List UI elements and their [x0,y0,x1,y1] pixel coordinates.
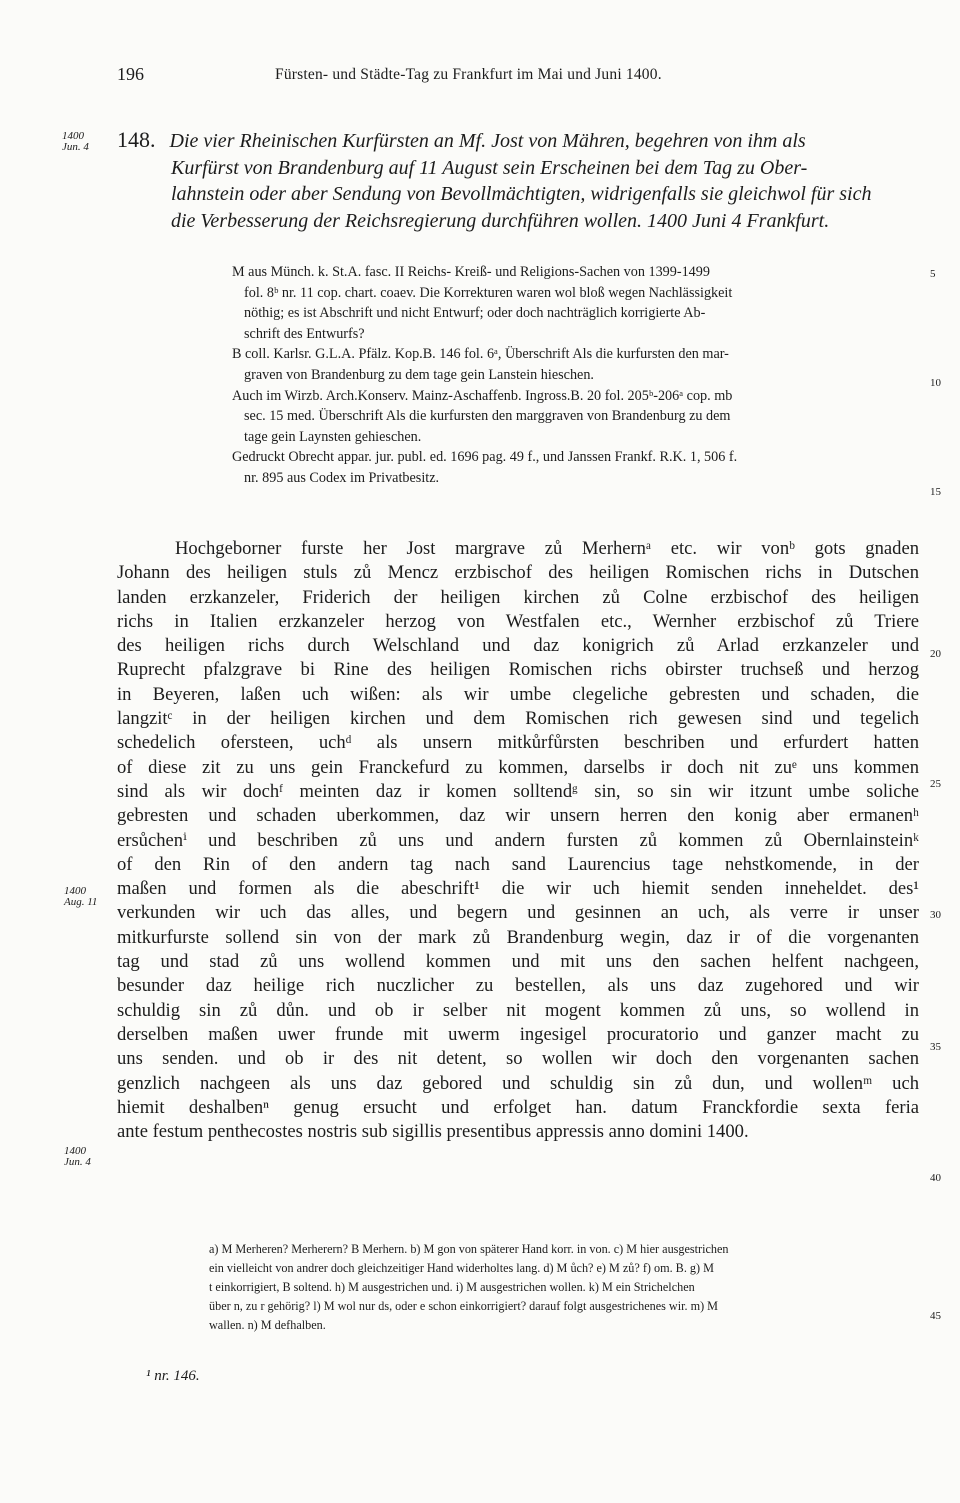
apparatus-line: graven von Brandenburg zu dem tage gein Lanstein hieschen. [244,366,594,383]
margin-date-day: Jun. 4 [64,1156,91,1168]
text-line: verkunden wir uch das alles, und begern und gesinnen an uch, als verre ir unser [117,902,919,924]
line-number: 15 [930,486,941,498]
text-line: langzitᶜ in der heiligen kirchen und dem Romischen rich gewesen sind und tegelich [117,708,919,730]
margin-date-day: Jun. 4 [62,141,89,153]
text-line: schuldig sin zů důn. und ob ir selber nit mogent kommen zů uns, so wollend in [117,999,919,1021]
apparatus-line: Auch im Wirzb. Arch.Konserv. Mainz-Aschaffenb. Ingross.B. 20 fol. 205ᵇ-206ᵃ cop. mb [232,387,733,404]
text-line: genzlich nachgeen als uns daz gebored und schuldig sin zů dun, und wollenᵐ uch [117,1072,919,1094]
line-number: 40 [930,1172,941,1184]
margin-date [64,1146,91,1168]
text-line: sind als wir dochᶠ meinten daz ir komen solltendᵍ sin, so sin wir itzunt umbe soliche [117,780,919,802]
text-line: landen erzkanzeler, Friderich der heiligen kirchen zů Colne erzbischof des heiligen [117,586,919,608]
margin-date [62,131,89,153]
text-line: in Beyeren, laßen uch wißen: als wir umbe clegeliche gebresten und schaden, die [117,683,919,705]
apparatus-line: sec. 15 med. Überschrift Als die kurfursten den marggraven von Brandenburg zu dem [244,408,731,425]
apparatus-line: nöthig; es ist Abschrift und nicht Entwurf; oder doch nachträglich korrigierte Ab- [244,305,706,322]
regest-line: Die vier Rheinischen Kurfürsten an Mf. Jost von Mähren, begehren von ihm als [169,130,806,152]
text-line: derselben maßen uwer frunde mit uwerm ingesigel procuratorio und ganzer macht zu [117,1023,919,1045]
margin-date [64,886,97,908]
line-number: 20 [930,648,941,660]
footnotes [209,1240,921,1335]
text-line: richs in Italien erzkanzeler herzog von Westfalen etc., Wernher erzbischof zů Triere [117,610,919,632]
text-line: Hochgeborner furste her Jost margrave zů Merhernᵃ etc. wir vonᵇ gots gnaden [175,538,919,559]
line-number: 5 [930,268,936,280]
regest-line: lahnstein oder aber Sendung von Bevollmächtigten, widrigenfalls sie gleichwol für sich [171,183,872,205]
line-number: 45 [930,1310,941,1322]
apparatus-line: tage gein Laynsten gehieschen. [244,428,422,445]
text-line: ersůchenⁱ und beschriben zů uns und andern fursten zů kommen zů Obernlainsteinᵏ [117,829,919,851]
text-line: Ruprecht pfalzgrave bi Rine des heiligen Romischen richs obirster truchseß und herzog [117,659,919,681]
footnote-line: a) M Merheren? Merherern? B Merhern. b) M gon von späterer Hand korr. in von. c) M hier ausgestrichen [209,1242,729,1256]
text-line: gebresten und schaden uberkommen, daz wir unsern herren den konig aber ermanenʰ [117,805,919,827]
letter-text [117,537,919,1144]
page-header [117,64,917,90]
text-line: of den Rin of den andern tag nach sand Laurencius tage nehstkomende, in der [117,853,919,875]
apparatus-line: fol. 8ᵇ nr. 11 cop. chart. coaev. Die Korrekturen waren wol bloß wegen Nachlässigkeit [244,284,733,301]
text-line: Johann des heiligen stuls zů Mencz erzbischof des heiligen Romischen richs in Dutschen [117,562,919,584]
apparatus-line: B coll. Karlsr. G.L.A. Pfälz. Kop.B. 146 fol. 6ᵃ, Überschrift Als die kurfursten den mar- [232,346,729,363]
apparatus-line: M aus Münch. k. St.A. fasc. II Reichs- Kreiß- und Religions-Sachen von 1399-1499 [232,264,710,280]
text-line: maßen und formen als die abeschrift¹ die wir uch hiemit senden inneheldet. des¹ [117,878,919,900]
apparatus-line: nr. 895 aus Codex im Privatbesitz. [244,469,440,486]
document-number: 148. [117,127,156,152]
footnote-line: über n, zu r gehörig? l) M wol nur ds, oder e schon einkorrigiert? darauf folgt ausgestrichenes wir. m) M [209,1299,719,1313]
apparatus-line: schrift des Entwurfs? [244,325,365,342]
margin-date-year: 1400 [62,130,84,142]
text-line: besunder daz heilige rich nuczlicher zu bestellen, als uns daz zugehored und wir [117,975,919,997]
regest-line: die Verbesserung der Reichsregierung durchführen wollen. 1400 Juni 4 Frankfurt. [171,209,830,232]
text-line: tag und stad zů uns wollend kommen und mit uns den sachen helfent nachgeen, [117,951,919,973]
margin-date-day: Aug. 11 [64,896,98,908]
running-title: Fürsten- und Städte-Tag zu Frankfurt im Mai und Juni 1400. [275,66,662,83]
source-apparatus [232,262,922,489]
apparatus-line: Gedruckt Obrecht appar. jur. publ. ed. 1696 pag. 49 f., und Janssen Frankf. R.K. 1, 506 f. [232,449,738,466]
page-footnote: ¹ nr. 146. [146,1368,200,1384]
text-line: uns senden. und ob ir des nit detent, so wollen wir doch den vorgenanten sachen [117,1048,919,1070]
regest-line: Kurfürst von Brandenburg auf 11 August sein Erscheinen bei dem Tag zu Ober- [171,156,808,179]
footnote-line: wallen. n) M defhalben. [209,1318,326,1332]
footnote-line: t einkorrigiert, B soltend. h) M ausgestrichen und. i) M ausgestrichen wollen. k) M ein Strichelchen [209,1280,695,1294]
text-line: hiemit deshalbenⁿ genug ersucht und erfolget han. datum Franckfordie sexta feria [117,1096,919,1118]
margin-date-year: 1400 [64,1145,86,1157]
line-number: 10 [930,377,941,389]
text-line: of diese zit zu uns gein Franckefurd zu kommen, darselbs ir doch nit zuᵉ uns kommen [117,756,919,778]
text-line: des heiligen richs durch Welschland und daz konigrich zů Arlad erzkanzeler und [117,635,919,657]
text-line: schedelich ofersteen, uchᵈ als unsern mitkůrfůrsten beschriben und erfurdert hatten [117,732,919,754]
page-number: 196 [117,64,144,84]
footnote-line: ein vielleicht von andrer doch gleichzeitiger Hand widerholtes lang. d) M ůch? e) M zů? f) om. B. g) M [209,1261,714,1275]
line-number: 35 [930,1041,941,1053]
margin-date-year: 1400 [64,885,86,897]
line-number: 25 [930,778,941,790]
text-line: ante festum penthecostes nostris sub sigillis presentibus appressis anno domini 1400. [117,1121,749,1143]
text-line: mitkurfurste sollend sin von der mark zů Brandenburg wegin, daz ir of die vorgenanten [117,926,919,948]
regest [117,127,929,234]
line-number: 30 [930,909,941,921]
